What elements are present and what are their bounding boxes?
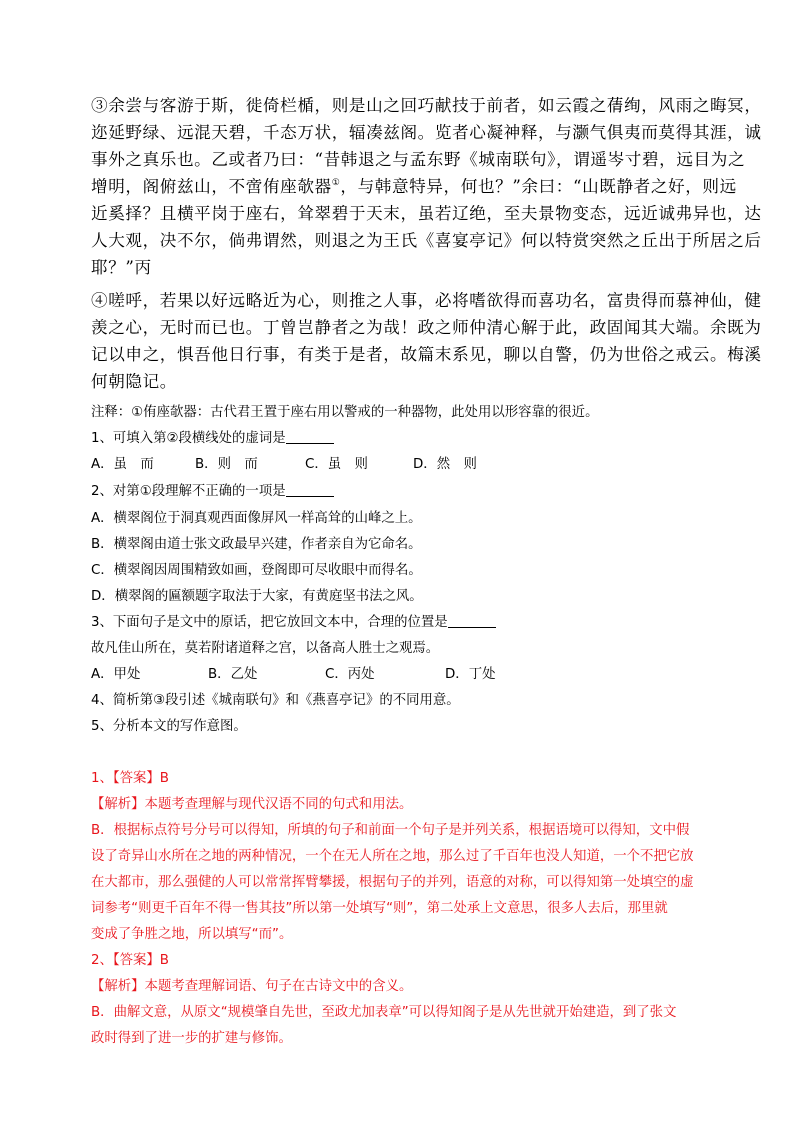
question-2: 2、对第①段理解不正确的一项是 xyxy=(91,480,334,499)
option: A．甲处 xyxy=(91,667,141,682)
option: C．虽 则 xyxy=(305,457,368,472)
option: D．丁处 xyxy=(445,667,496,682)
option: B．横翠阁由道士张文政最早兴建，作者亲自为它命名。 xyxy=(91,537,422,552)
passage-line: 迩延野绿、远混天碧，千态万状，辐凑兹阁。览者心凝神释，与灏气俱夷而莫得其涯，诚 xyxy=(91,123,762,142)
answer-1-detail: B．根据标点符号分号可以得知，所填的句子和前面一个句子是并列关系，根据语境可以得知，文中假 xyxy=(91,823,690,838)
passage-line: 增明，阁俯兹山，不啻侑座欹器①，与韩意特异，何也？”余曰：“山既静者之好，则远 xyxy=(91,177,737,196)
question-4: 4、简析第③段引述《城南联句》和《燕喜亭记》的不同用意。 xyxy=(91,693,460,708)
answer-1-label: 1、【答案】B xyxy=(91,771,169,786)
option: A．横翠阁位于洞真观西面像屏风一样高耸的山峰之上。 xyxy=(91,511,422,526)
question-3-sentence: 故凡佳山所在，莫若附诸道释之宫，以备高人胜士之观焉。 xyxy=(91,641,440,656)
option: B．乙处 xyxy=(208,667,258,682)
answer-1-detail: 变成了争胜之地，所以填写“而”。 xyxy=(91,927,293,942)
passage-line: 事外之真乐也。乙或者乃曰：“昔韩退之与孟东野《城南联句》，谓遥岑寸碧，远目为之 xyxy=(91,150,746,169)
answer-1-analysis: 【解析】本题考查理解与现代汉语不同的句式和用法。 xyxy=(91,797,413,812)
passage-paragraph-3 xyxy=(91,92,762,281)
passage-line: 人大观，决不尔，倘弗谓然，则退之为王氏《喜宴亭记》何以特赏突然之丘出于所居之后 xyxy=(91,231,762,250)
passage-line: 何朝隐记。 xyxy=(91,372,177,391)
answer-1-detail: 设了奇异山水所在之地的两种情况，一个在无人所在之地，那么过了千百年也没人知道，一个不把它放 xyxy=(91,849,694,864)
answer-blank xyxy=(286,429,334,444)
passage-line: 羡之心，无时而已也。丁曾岂静者之为哉！政之师仲清心解于此，政固闻其大端。余既为 xyxy=(91,318,762,337)
passage-line: 近奚择？且横平岗于座右，耸翠碧于天末，虽若辽绝，至夫景物变态，远近诚弗异也，达 xyxy=(91,204,762,223)
answer-2-detail: B．曲解文意，从原文“规模肇自先世，至政尤加表章”可以得知阁子是从先世就开始建造，到了张文 xyxy=(91,1005,677,1020)
option: D．然 则 xyxy=(413,457,477,472)
answer-2-detail: 政时得到了进一步的扩建与修饰。 xyxy=(91,1031,292,1046)
passage-line: ④嗟呼，若果以好远略近为心，则推之人事，必将嗜欲得而喜功名，富贵得而慕神仙，健 xyxy=(91,291,762,310)
option: B．则 而 xyxy=(195,457,258,472)
option: D．横翠阁的匾额题字取法于大家，有黄庭坚书法之风。 xyxy=(91,589,423,604)
question-3-options xyxy=(91,663,495,682)
option: A．虽 而 xyxy=(91,457,154,472)
passage-line: ③余尝与客游于斯，徙倚栏楯，则是山之回巧献技于前者，如云霞之蒨绚，风雨之晦冥， xyxy=(91,96,762,115)
question-5: 5、分析本文的写作意图。 xyxy=(91,719,247,734)
question-3: 3、下面句子是文中的原话，把它放回文本中，合理的位置是 xyxy=(91,611,496,630)
answer-2-label: 2、【答案】B xyxy=(91,953,169,968)
answer-blank xyxy=(448,613,496,628)
footnote: 注释：①侑座欹器：古代君王置于座右用以警戒的一种器物，此处用以形容靠的很近。 xyxy=(91,405,599,420)
question-1: 1、可填入第②段横线处的虚词是 xyxy=(91,427,334,446)
footnote-mark: ① xyxy=(331,178,341,188)
passage-paragraph-4 xyxy=(91,287,762,395)
option: C．横翠阁因周围精致如画，登阁即可尽收眼中而得名。 xyxy=(91,563,422,578)
passage-line: 记以申之，惧吾他日行事，有类于是者，故篇末系见，聊以自警，仍为世俗之戒云。梅溪 xyxy=(91,345,762,364)
answer-2-analysis: 【解析】本题考查理解词语、句子在古诗文中的含义。 xyxy=(91,979,413,994)
option: C．丙处 xyxy=(325,667,375,682)
question-1-options xyxy=(91,453,477,472)
passage-line: 耶？”丙 xyxy=(91,258,152,277)
answer-1-detail: 在大都市，那么强健的人可以常常挥臂攀援，根据句子的并列，语意的对称，可以得知第一处填空的虚 xyxy=(91,875,694,890)
answer-blank xyxy=(286,482,334,497)
answer-1-detail: 词参考“则更千百年不得一售其技”所以第一处填写“则”，第二处承上文意思，很多人去后，那里就 xyxy=(91,901,668,916)
